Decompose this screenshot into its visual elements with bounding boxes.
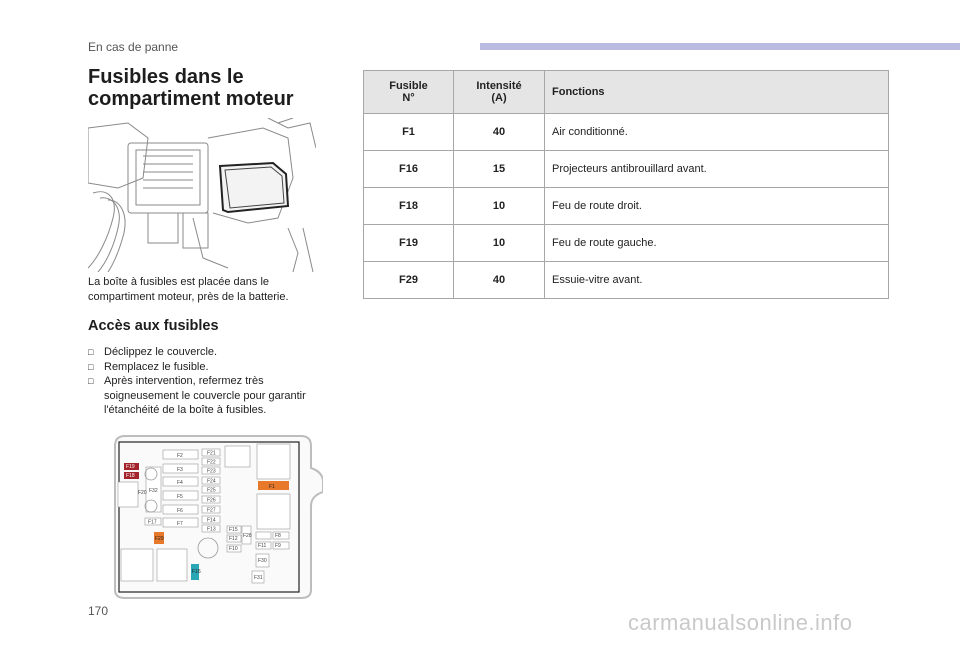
table-row	[364, 188, 889, 225]
fuse-function: Air conditionné.	[545, 114, 889, 151]
fuse-amperage: 40	[454, 114, 545, 151]
header-bar	[480, 43, 960, 50]
table-row	[364, 114, 889, 151]
fuse-amperage: 10	[454, 225, 545, 262]
fuse-amperage: 10	[454, 188, 545, 225]
svg-text:F26: F26	[207, 497, 216, 504]
step-text: Remplacez le fusible.	[104, 360, 209, 373]
svg-text:F31: F31	[254, 575, 263, 581]
svg-text:F6: F6	[177, 508, 183, 514]
fuse-number: F18	[364, 188, 454, 225]
fuse-amperage: 40	[454, 262, 545, 299]
svg-text:F20: F20	[138, 490, 147, 496]
checkbox-bullet-icon: □	[88, 347, 94, 357]
fuse-number: F16	[364, 151, 454, 188]
svg-text:F11: F11	[258, 543, 267, 549]
fuse-number: F19	[364, 225, 454, 262]
checkbox-bullet-icon: □	[88, 361, 94, 372]
header-fuse: Fusible N°	[364, 71, 454, 114]
svg-text:F17: F17	[148, 519, 157, 526]
step-item	[88, 345, 333, 360]
header-functions: Fonctions	[545, 71, 889, 114]
fuse-amperage: 15	[454, 151, 545, 188]
fusebox-location-caption: La boîte à fusibles est placée dans le compartiment moteur, près de la batterie.	[88, 276, 289, 303]
watermark: carmanualsonline.info	[628, 610, 853, 635]
table-header-row	[364, 71, 889, 114]
svg-text:F2: F2	[177, 453, 183, 459]
access-steps	[88, 345, 333, 418]
svg-text:F16: F16	[192, 569, 201, 575]
svg-text:F30: F30	[258, 558, 267, 564]
svg-text:F4: F4	[177, 480, 183, 486]
page-title-line2: compartiment moteur	[88, 88, 294, 110]
svg-text:F29: F29	[155, 536, 164, 542]
fuse-box-diagram	[111, 434, 323, 600]
checkbox-bullet-icon: □	[88, 376, 94, 386]
fuse-function: Feu de route gauche.	[545, 225, 889, 262]
svg-text:F21: F21	[207, 450, 216, 457]
svg-text:F1: F1	[269, 484, 275, 490]
access-heading: Accès aux fusibles	[88, 318, 219, 334]
step-item	[88, 360, 333, 375]
fuse-function: Essuie-vitre avant.	[545, 262, 889, 299]
engine-compartment-illustration	[88, 118, 316, 272]
step-text: Déclippez le couvercle.	[104, 346, 218, 358]
section-title: En cas de panne	[88, 40, 179, 54]
svg-text:F7: F7	[177, 521, 183, 527]
svg-text:F8: F8	[275, 533, 281, 539]
svg-text:F15: F15	[229, 527, 238, 533]
svg-text:F23: F23	[207, 468, 216, 475]
step-text: Après intervention, refermez très soigneusement le couvercle pour garantir l'étanchéité de la boîte à fusibles.	[104, 375, 306, 416]
svg-text:F27: F27	[207, 507, 216, 514]
svg-text:F18: F18	[126, 473, 135, 479]
svg-text:F13: F13	[207, 526, 216, 533]
header-amperage: Intensité (A)	[454, 71, 545, 114]
svg-text:F10: F10	[229, 546, 238, 552]
table-row	[364, 225, 889, 262]
svg-text:F32: F32	[149, 488, 158, 494]
svg-text:F24: F24	[207, 478, 216, 485]
svg-text:F5: F5	[177, 494, 183, 500]
table-row	[364, 262, 889, 299]
fuse-table	[363, 70, 889, 299]
svg-text:F14: F14	[207, 517, 216, 524]
page-title-line1: Fusibles dans le	[88, 66, 244, 88]
fuse-number: F1	[364, 114, 454, 151]
table-row	[364, 151, 889, 188]
svg-text:F25: F25	[207, 487, 216, 494]
fuse-function: Feu de route droit.	[545, 188, 889, 225]
page-title	[88, 66, 294, 110]
svg-text:F28: F28	[243, 533, 252, 539]
svg-text:F22: F22	[207, 459, 216, 466]
fuse-function: Projecteurs antibrouillard avant.	[545, 151, 889, 188]
fuse-number: F29	[364, 262, 454, 299]
svg-text:F19: F19	[126, 464, 135, 470]
svg-text:F9: F9	[275, 543, 281, 549]
svg-text:F12: F12	[229, 536, 238, 542]
page-number: 170	[88, 604, 109, 618]
step-item	[88, 374, 333, 418]
svg-text:F3: F3	[177, 467, 183, 473]
